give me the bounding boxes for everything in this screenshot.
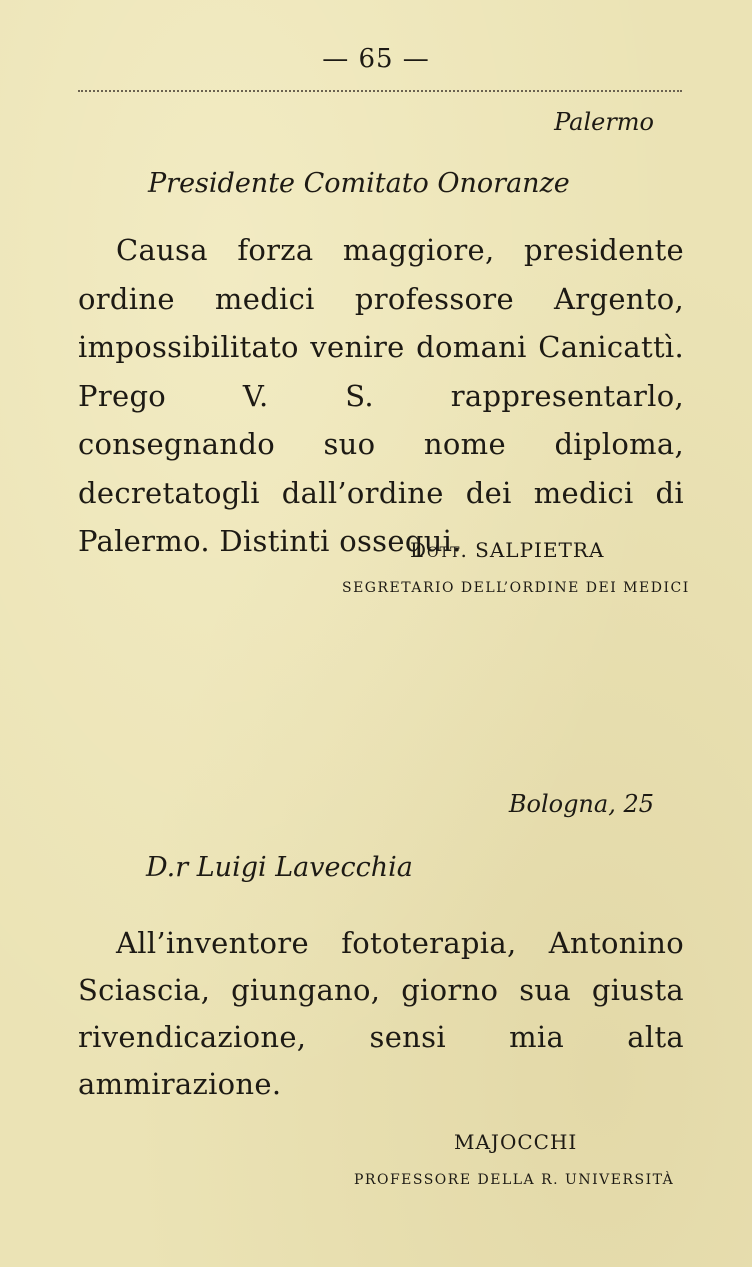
letter-1-signature: Dott. SALPIETRA — [410, 538, 605, 562]
letter-2-body — [78, 920, 684, 1108]
letter-2-signature: MAJOCCHI — [454, 1130, 578, 1154]
letter-2-addressee: D.r Luigi Lavecchia — [146, 852, 413, 883]
letter-1-body — [78, 226, 684, 566]
page-number: — 65 — — [322, 44, 430, 74]
letter-1-text: Causa forza maggiore, presidente ordine medici professore Argento, impossibilitato venire domani Canicattì. Prego V. S. rappresentarlo, consegnando suo nome diploma, decretatogli dall’ordine dei medici di Palermo. Distinti ossequi. — [78, 233, 684, 558]
letter-2-text: All’inventore fototerapia, Antonino Sciascia, giungano, giorno sua giusta rivendicazione, sensi mia alta ammirazione. — [78, 926, 684, 1101]
letter-1-place: Palermo — [554, 108, 654, 136]
letter-2-role: PROFESSORE DELLA R. UNIVERSITÀ — [354, 1172, 675, 1188]
letter-1-role: SEGRETARIO DELL’ORDINE DEI MEDICI — [342, 580, 690, 596]
letter-1-addressee: Presidente Comitato Onoranze — [148, 168, 570, 199]
letter-2-place: Bologna, 25 — [508, 790, 654, 818]
header-rule — [78, 90, 682, 92]
